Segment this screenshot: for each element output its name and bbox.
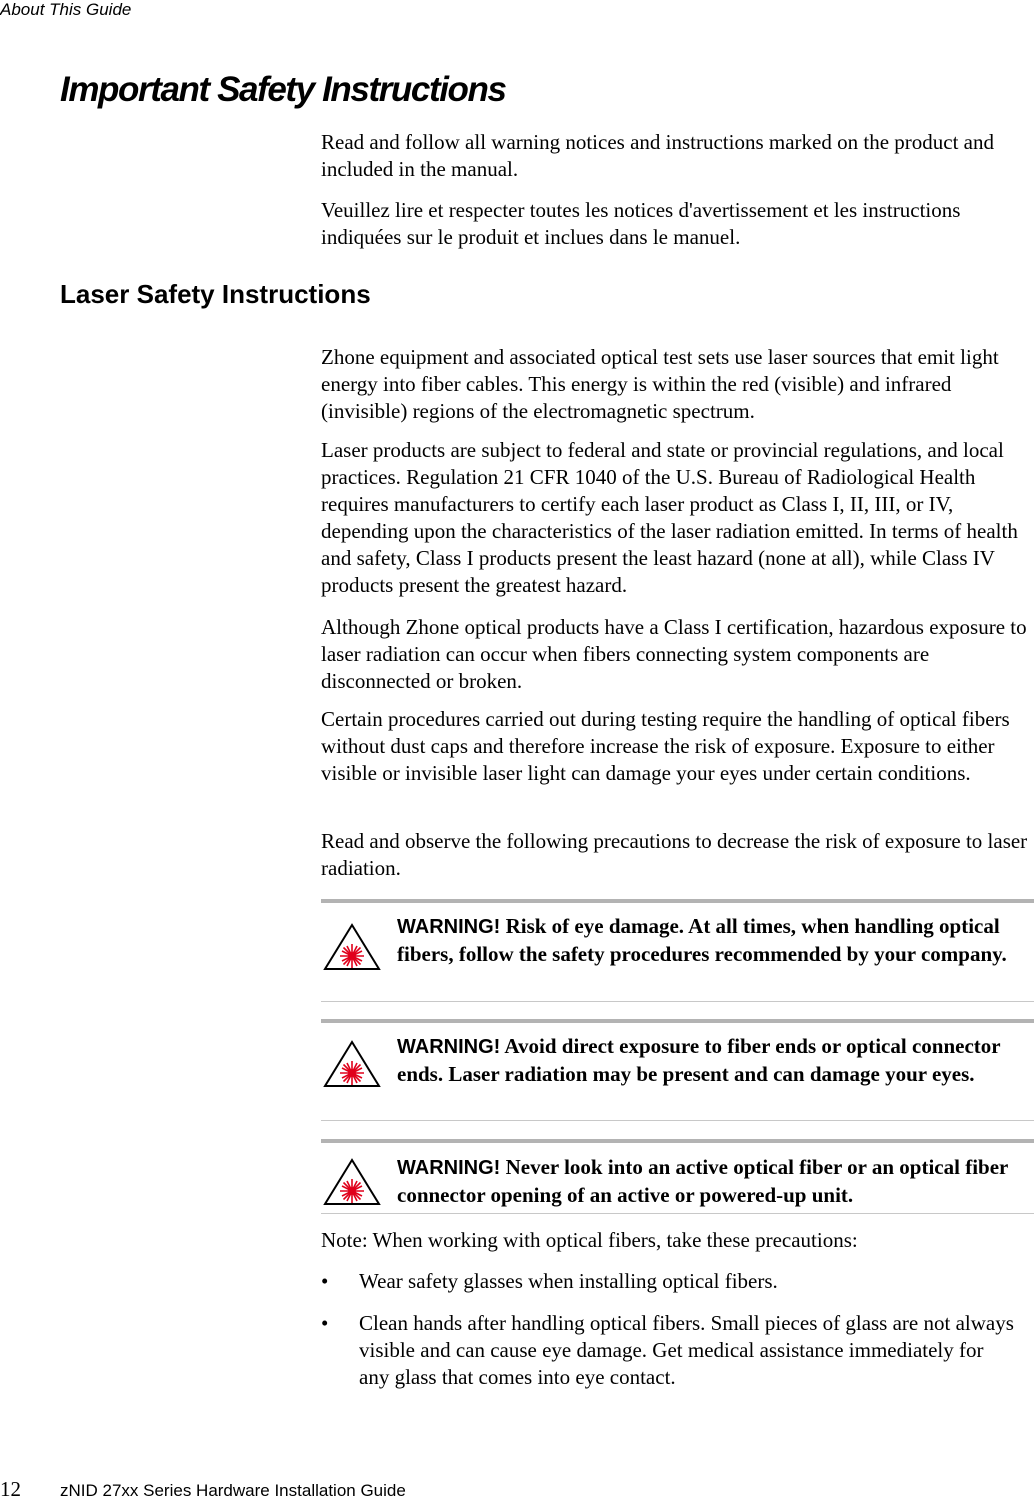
warning-label: WARNING! (397, 1036, 501, 1058)
laser-warning-icon (323, 923, 381, 971)
warning-label: WARNING! (397, 1157, 501, 1179)
warning-box (321, 1139, 1034, 1214)
note (321, 1227, 1033, 1254)
laser-text-5: Read and observe the following precautions to decrease the risk of exposure to laser radiation. (321, 829, 1028, 880)
warning-text (397, 913, 1032, 968)
page-number: 12 (0, 1477, 21, 1501)
bullet-glyph: • (321, 1269, 329, 1293)
intro-text-fr: Veuillez lire et respecter toutes les notices d'avertissement et les instructions indiquées sur le produit et inclues dans le manuel. (321, 198, 961, 249)
laser-warning-icon (323, 1158, 381, 1206)
warning-box (321, 1019, 1034, 1121)
warning-message: Avoid direct exposure to fiber ends or optical connector ends. Laser radiation may be present and can damage your eyes. (397, 1034, 1001, 1086)
warning-text (397, 1154, 1032, 1209)
footer-guide-title: zNID 27xx Series Hardware Installation Guide (60, 1481, 406, 1500)
running-header: About This Guide (0, 0, 132, 19)
laser-text-3: Although Zhone optical products have a Class I certification, hazardous exposure to laser radiation can occur when fibers connecting system components are disconnected or broken. (321, 615, 1027, 693)
laser-section-heading: Laser Safety Instructions (60, 279, 371, 309)
laser-text-4: Certain procedures carried out during testing require the handling of optical fibers without dust caps and therefore increase the risk of exposure. Exposure to either visible or invisible laser light can damage your eyes under certain conditions. (321, 707, 1010, 785)
intro-paragraph-fr (321, 197, 1033, 251)
intro-text-en: Read and follow all warning notices and instructions marked on the product and included in the manual. (321, 130, 994, 181)
list-item-text: Wear safety glasses when installing optical fibers. (359, 1269, 778, 1293)
laser-paragraph-1 (321, 344, 1033, 425)
warning-label: WARNING! (397, 916, 501, 938)
laser-text-1: Zhone equipment and associated optical test sets use laser sources that emit light energy into fiber cables. This energy is within the red (visible) and infrared (invisible) regions of the electromagnetic spectrum. (321, 345, 999, 423)
bullet-glyph: • (321, 1311, 329, 1335)
laser-text-2: Laser products are subject to federal and state or provincial regulations, and local practices. Regulation 21 CFR 1040 of the U.S. Bureau of Radiological Health requires manufacturers to certify each laser product as Class I, II, III, or IV, depending upon the characteristics of the laser radiation emitted. In terms of health and safety, Class I products present the least hazard (none at all), while Class IV products present the greatest hazard. (321, 438, 1018, 597)
laser-paragraph-3 (321, 614, 1033, 695)
laser-warning-icon (323, 1040, 381, 1088)
laser-paragraph-2 (321, 437, 1033, 599)
intro-paragraph-en (321, 129, 1033, 183)
note-text: Note: When working with optical fibers, take these precautions: (321, 1228, 858, 1252)
laser-paragraph-5 (321, 828, 1033, 882)
warning-message: Never look into an active optical fiber or an optical fiber connector opening of an active or powered-up unit. (397, 1155, 1008, 1207)
warning-box (321, 899, 1034, 1002)
page-title: Important Safety Instructions (60, 70, 506, 109)
warning-text (397, 1033, 1032, 1088)
laser-paragraph-4 (321, 706, 1033, 787)
warning-message: Risk of eye damage. At all times, when handling optical fibers, follow the safety procedures recommended by your company. (397, 914, 1007, 966)
list-item-text: Clean hands after handling optical fibers. Small pieces of glass are not always visible and can cause eye damage. Get medical assistance immediately for any glass that comes into eye contact. (359, 1311, 1014, 1389)
